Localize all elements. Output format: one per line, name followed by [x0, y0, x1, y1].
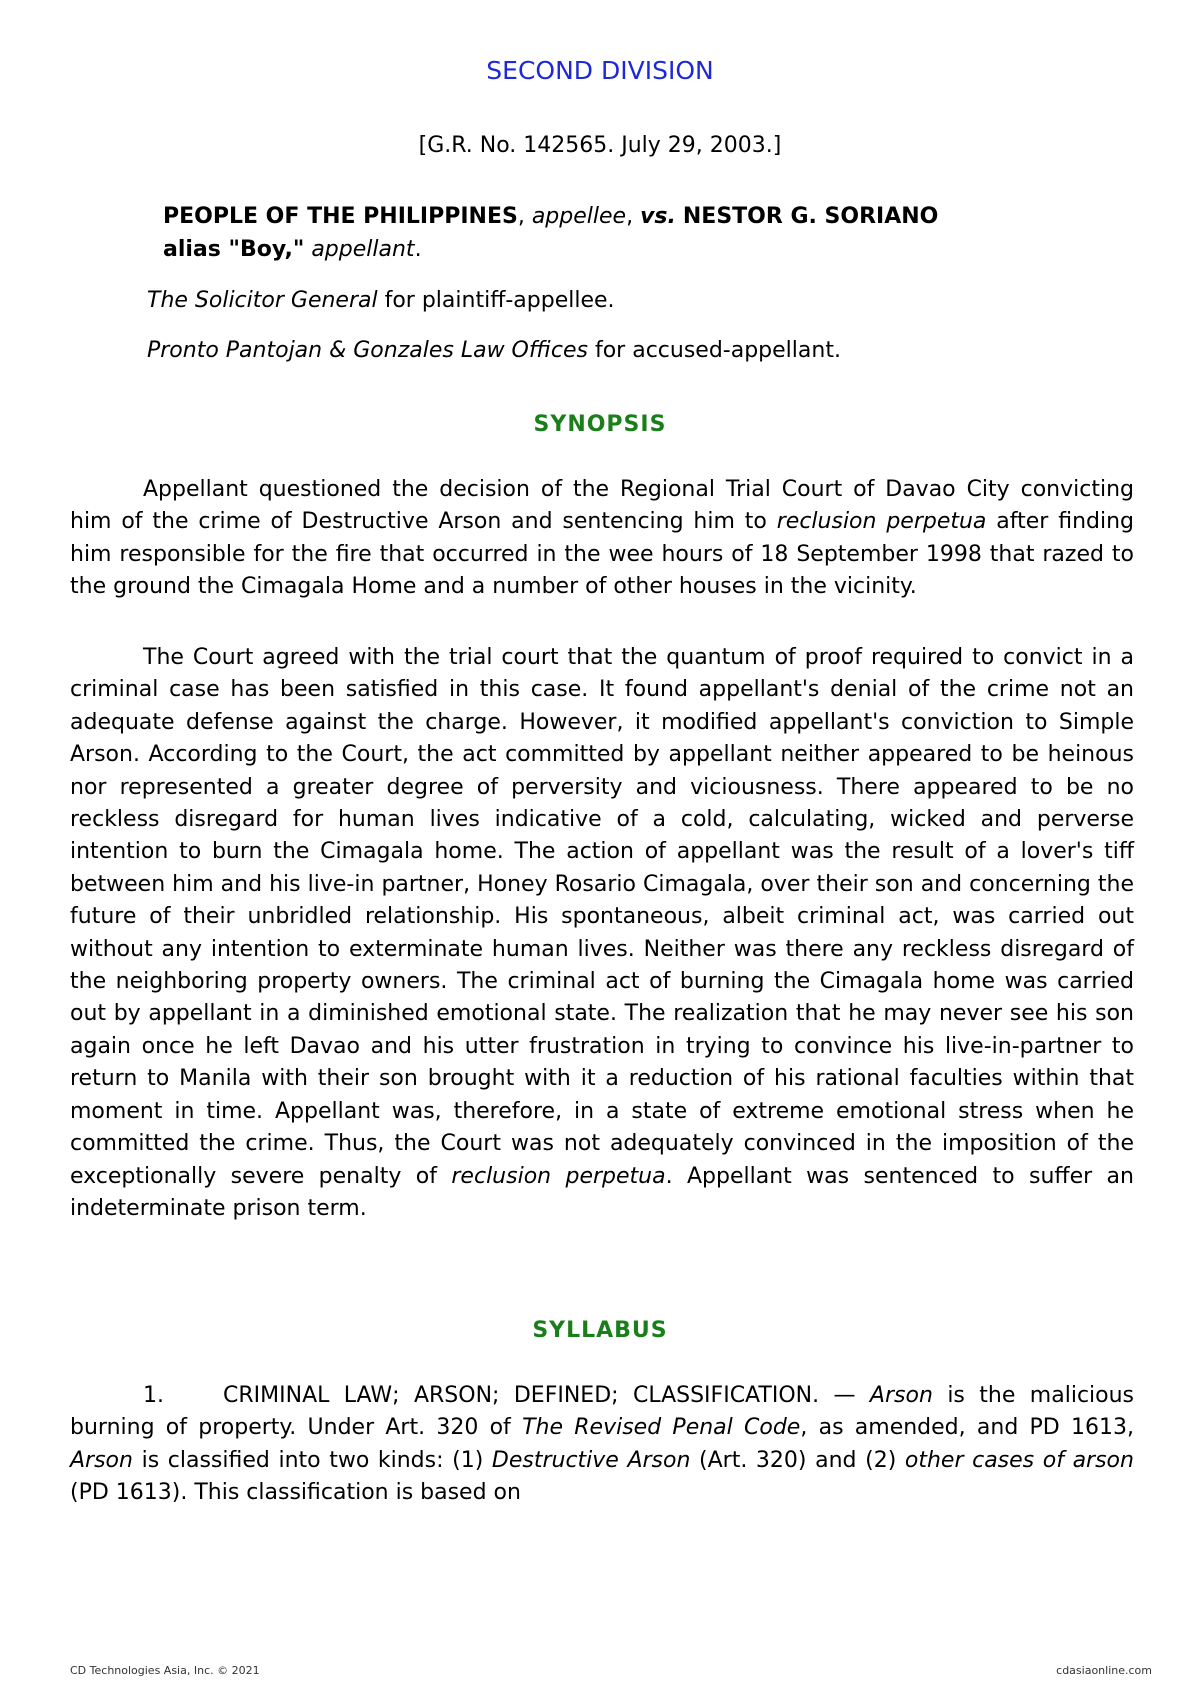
footer-website: cdasiaonline.com — [1056, 1664, 1152, 1677]
synopsis-heading: SYNOPSIS — [533, 412, 667, 437]
case-number: [G.R. No. 142565. July 29, 2003.] — [418, 133, 782, 158]
syllabus-item-1: 1. CRIMINAL LAW; ARSON; DEFINED; CLASSIFICATION. — Arson is the malicious burning of property. Under Art. 320 of The Revised Penal Code, as amended, and PD 1613, Arson is classified into two kinds: (1) Destructive Arson (Art. 320) and (2) other cases of arson (PD 1613). This classification is based on — [70, 1380, 1134, 1510]
accused-counsel-for: for accused-appellant. — [594, 338, 841, 363]
plaintiff-counsel-for: for plaintiff-appellee. — [384, 288, 615, 313]
syllabus-item-number: 1. — [143, 1383, 164, 1408]
footer-copyright: CD Technologies Asia, Inc. © 2021 — [70, 1664, 260, 1677]
synopsis-paragraph-1: Appellant questioned the decision of the Regional Trial Court of Davao City convicting him of the crime of Destructive Arson and sentencing him to reclusion perpetua after finding him responsible for the fire that occurred in the wee hours of 18 September 1998 that razed to the ground the Cimagala Home and a number of other houses in the vicinity. — [70, 477, 1134, 600]
accused-counsel-name: Pronto Pantojan & Gonzales Law Offices — [147, 338, 588, 363]
synopsis-paragraph-2: The Court agreed with the trial court that the quantum of proof required to convict in a criminal case has been satisfied in this case. It found appellant's denial of the crime not an adequate defense against the charge. However, it modified appellant's conviction to Simple Arson. According to the Court, the act committed by appellant neither appeared to be heinous nor represented a greater degree of perversity and viciousness. There appeared to be no reckless disregard for human lives indicative of a cold, calculating, wicked and perverse intention to burn the Cimagala home. The action of appellant was the result of a lover's tiff between him and his live-in partner, Honey Rosario Cimagala, over their son and concerning the future of their unbridled relationship. His spontaneous, albeit criminal act, was carried out without any intention to exterminate human lives. Neither was there any reckless disregard of the neighboring property owners. The criminal act of burning the Cimagala home was carried out by appellant in a diminished emotional state. The realization that he may never see his son again once he left Davao and his utter frustration in trying to convince his live-in-partner to return to Manila with their son brought with it a reduction of his rational faculties within that moment in time. Appellant was, therefore, in a state of extreme emotional stress when he committed the crime. Thus, the Court was not adequately convinced in the imposition of the exceptionally severe penalty of reclusion perpetua. Appellant was sentenced to suffer an indeterminate prison term. — [70, 645, 1134, 1221]
emphasis-reclusion-perpetua: reclusion perpetua — [451, 1163, 666, 1189]
appellee-role: appellee — [531, 204, 627, 229]
counsel-accused — [147, 338, 841, 363]
counsel-plaintiff — [147, 288, 615, 313]
case-parties: PEOPLE OF THE PHILIPPINES, appellee, vs. NESTOR G. SORIANO alias "Boy," appellant. — [163, 204, 939, 262]
plaintiff-counsel-name: The Solicitor General — [147, 288, 378, 313]
emphasis-reclusion-perpetua: reclusion perpetua — [776, 509, 987, 535]
syllabus-item-title: CRIMINAL LAW; ARSON; DEFINED; CLASSIFICATION. — — [223, 1383, 856, 1408]
syllabus-heading: SYLLABUS — [532, 1318, 668, 1343]
division-heading: SECOND DIVISION — [486, 56, 714, 85]
versus: vs. — [640, 204, 676, 229]
appellant-name: NESTOR G. SORIANO alias "Boy," — [163, 204, 939, 262]
appellee-name: PEOPLE OF THE PHILIPPINES — [163, 204, 518, 229]
appellant-role: appellant — [311, 237, 415, 262]
